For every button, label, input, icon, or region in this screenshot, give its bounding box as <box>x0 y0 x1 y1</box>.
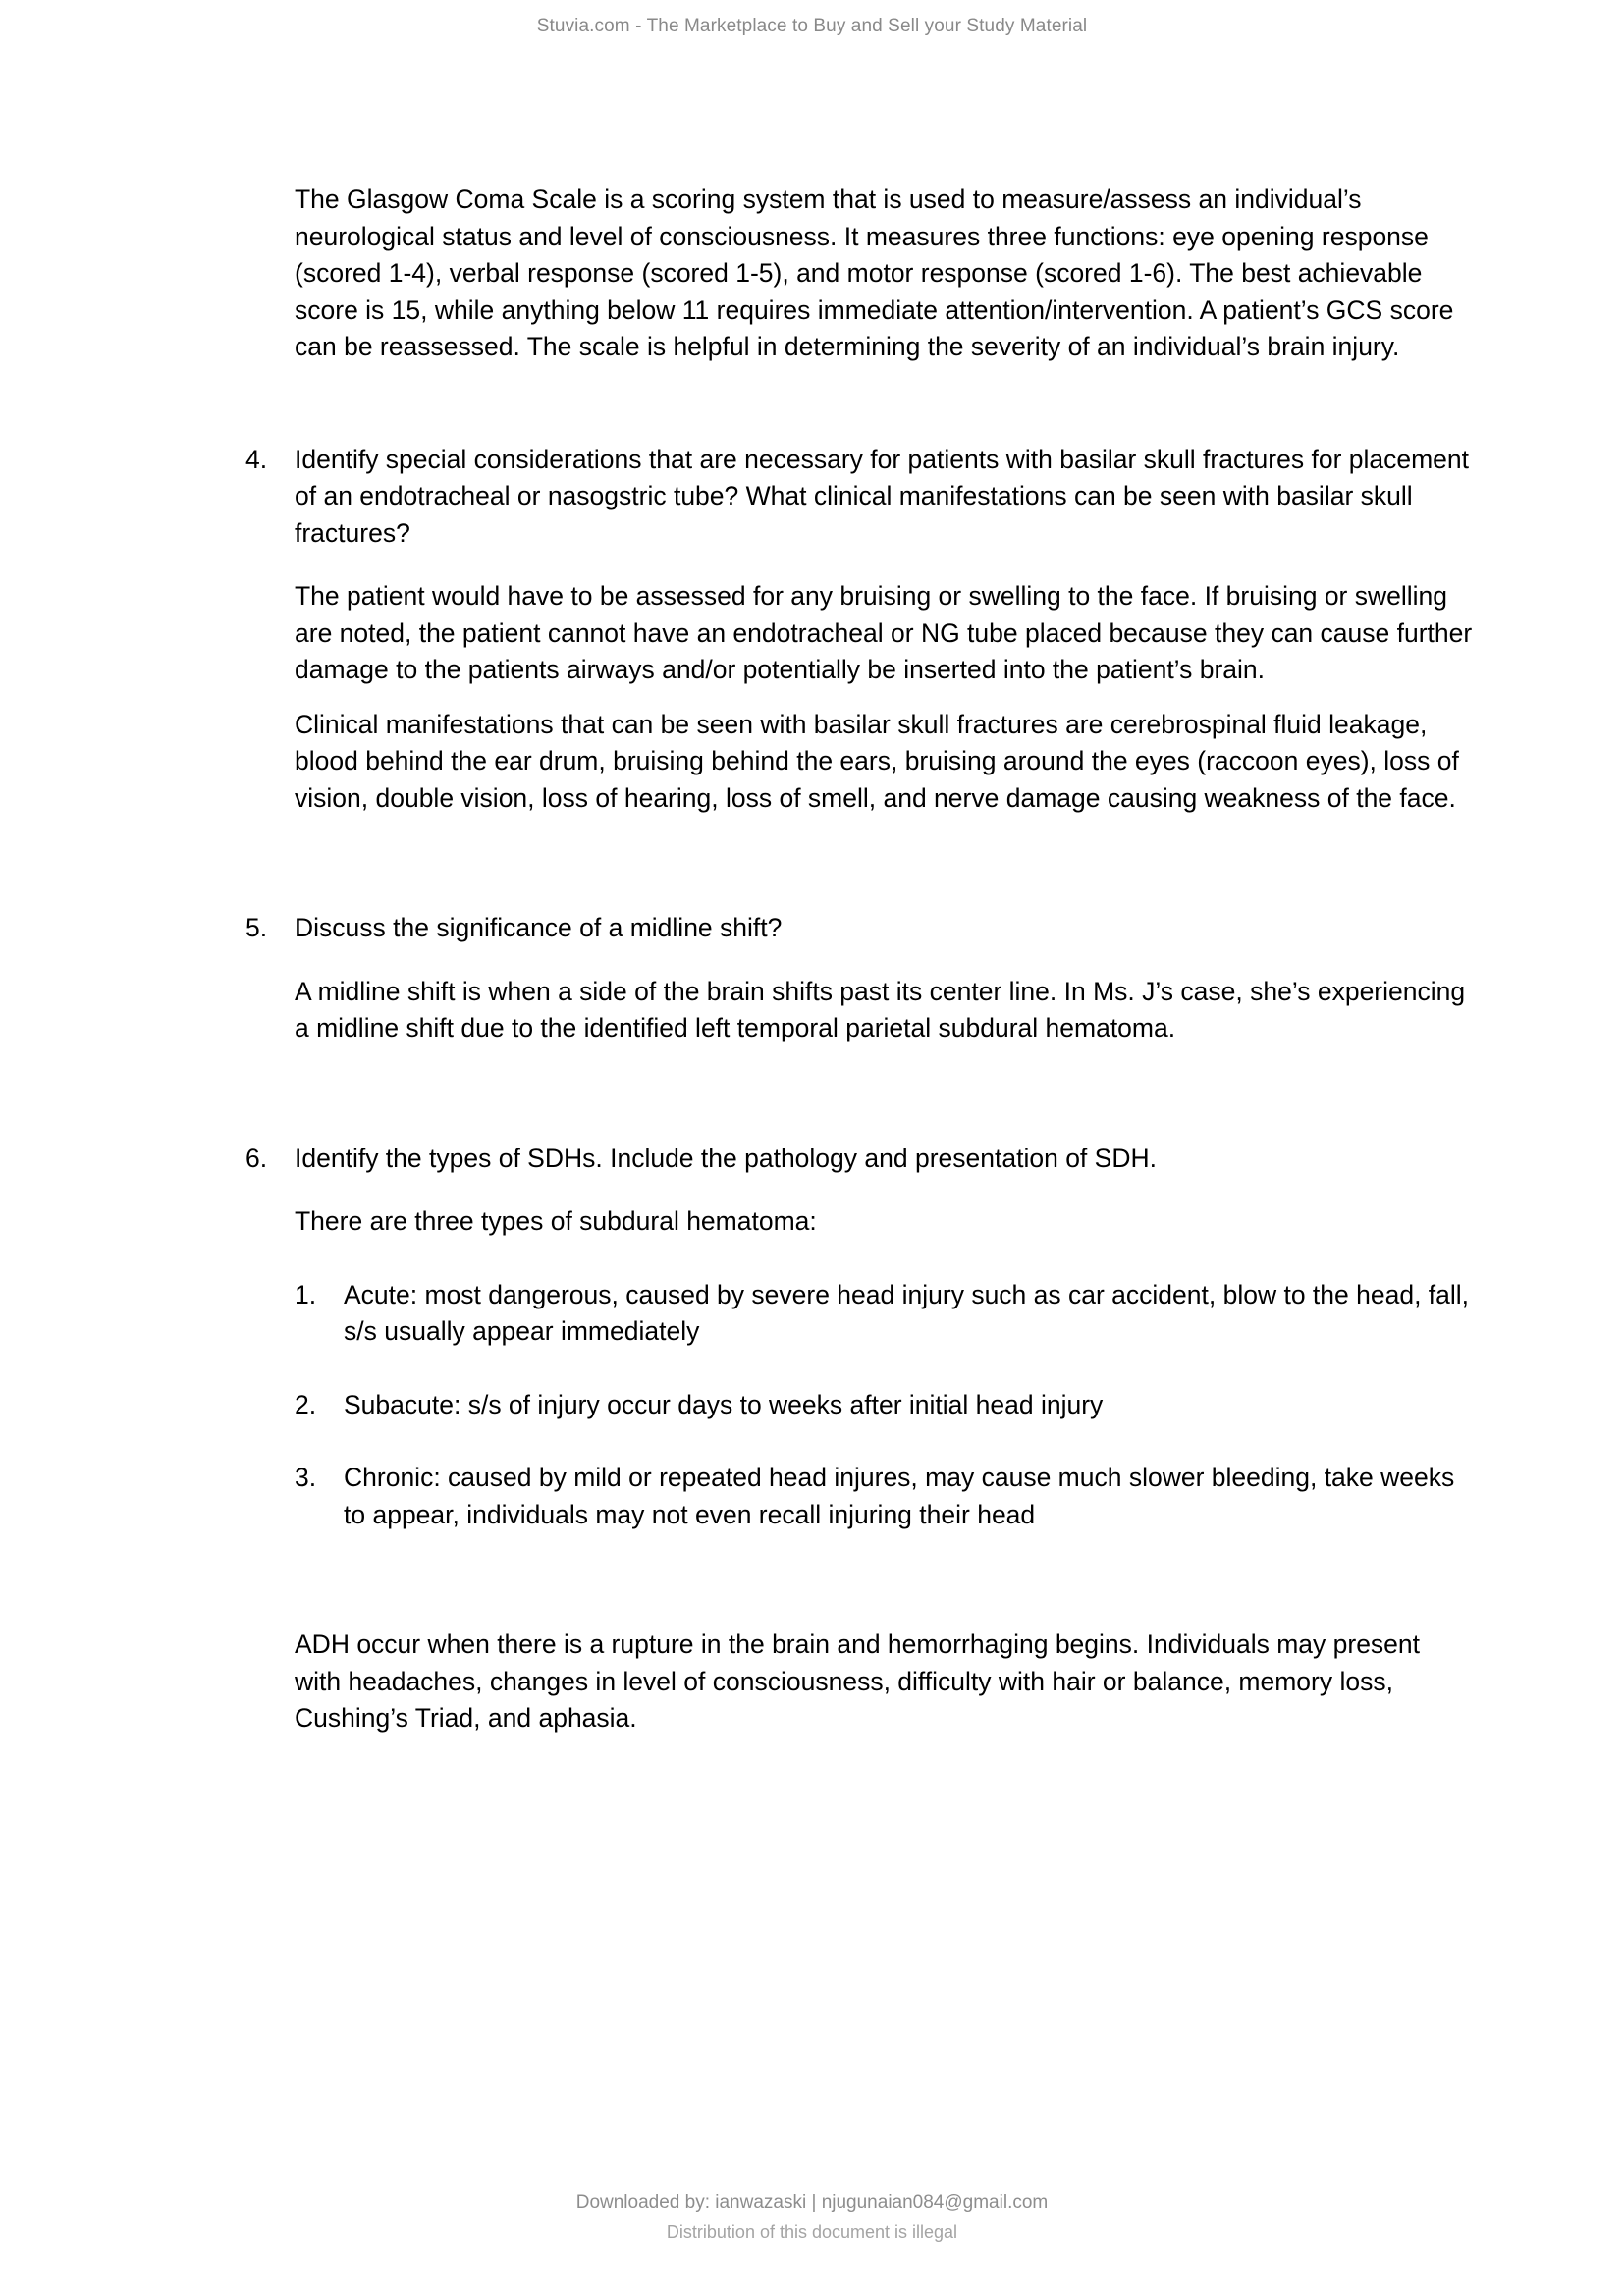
sdh-type-text-2: Subacute: s/s of injury occur days to weeks after initial head injury <box>344 1389 1104 1419</box>
answer-5-paragraph-1: A midline shift is when a side of the brain shifts past its center line. In Ms. J’s case, she’s experiencing a midline shift due to the identified left temporal parietal subdural hematoma. <box>295 976 1466 1042</box>
question-prompt-4: Identify special considerations that are necessary for patients with basilar skull fractures for placement of an endotracheal or nasogstric tube? What clinical manifestations can be seen with basilar skull fractures? <box>295 444 1470 548</box>
question-item-4 <box>245 442 1473 553</box>
spacer <box>245 1177 1473 1203</box>
question-item-6 <box>245 1141 1473 1178</box>
spacer <box>245 1423 1473 1460</box>
footer-distribution-notice: Distribution of this document is illegal <box>666 2222 958 2242</box>
question-item-5 <box>245 910 1473 947</box>
stuvia-watermark-header: Stuvia.com - The Marketplace to Buy and Sell your Study Material <box>536 16 1088 36</box>
sdh-type-item-3 <box>295 1460 1473 1533</box>
sdh-type-number-1: 1. <box>295 1279 317 1309</box>
spacer <box>245 552 1473 578</box>
sdh-type-item-1 <box>295 1277 1473 1351</box>
spacer <box>245 1047 1473 1141</box>
intro-paragraph: The Glasgow Coma Scale is a scoring system that is used to measure/assess an individual’s neurological status and level of consciousness. It measures three functions: eye opening response (scored 1-4), verbal response (scored 1-5), and motor response (scored 1-6). The best achievable score is 15, while anything below 11 requires immediate attention/intervention. A patient’s GCS score can be reassessed. The scale is helpful in determining the severity of an individual’s brain injury. <box>295 185 1454 361</box>
spacer <box>245 1241 1473 1277</box>
sdh-type-item-2 <box>295 1387 1473 1424</box>
answer-4-paragraph-1: The patient would have to be assessed for any bruising or swelling to the face. If bruising or swelling are noted, the patient cannot have an endotracheal or NG tube placed because they can cause further damage to the patients airways and/or potentially be inserted into the patient’s brain. <box>295 581 1473 684</box>
sdh-type-text-1: Acute: most dangerous, caused by severe head injury such as car accident, blow to the head, fall, s/s usually appear immediately <box>344 1279 1470 1346</box>
document-footer <box>0 2188 1624 2247</box>
sdh-type-text-3: Chronic: caused by mild or repeated head injures, may cause much slower bleeding, take weeks to appear, individuals may not even recall injuring their head <box>344 1463 1455 1529</box>
sdh-type-number-2: 2. <box>295 1389 317 1419</box>
spacer <box>245 817 1473 910</box>
question-number-4: 4. <box>245 444 268 474</box>
adh-closing-paragraph: ADH occur when there is a rupture in the brain and hemorrhaging begins. Individuals may present with headaches, changes in level of consciousness, difficulty with hair or balance, memory loss, Cushing’s Triad, and aphasia. <box>295 1629 1421 1733</box>
question-prompt-6: Identify the types of SDHs. Include the pathology and presentation of SDH. <box>295 1143 1157 1173</box>
spacer <box>245 1351 1473 1387</box>
spacer <box>245 947 1473 974</box>
spacer <box>245 689 1473 707</box>
footer-downloaded-by: Downloaded by: ianwazaski | njugunaian084@gmail.com <box>575 2192 1049 2213</box>
question-number-5: 5. <box>245 913 268 942</box>
spacer <box>245 1533 1473 1627</box>
sdh-type-number-3: 3. <box>295 1463 317 1492</box>
document-content <box>245 182 1473 1737</box>
answer-4-paragraph-2: Clinical manifestations that can be seen with basilar skull fractures are cerebrospinal fluid leakage, blood behind the ear drum, bruising behind the ears, bruising around the eyes (raccoon eyes), loss of vision, double vision, loss of hearing, loss of smell, and nerve damage causing weakness of the face. <box>295 709 1459 813</box>
spacer <box>245 366 1473 442</box>
question-number-6: 6. <box>245 1143 268 1173</box>
answer-6-intro: There are three types of subdural hematoma: <box>295 1206 817 1236</box>
question-prompt-5: Discuss the significance of a midline shift? <box>295 913 783 942</box>
